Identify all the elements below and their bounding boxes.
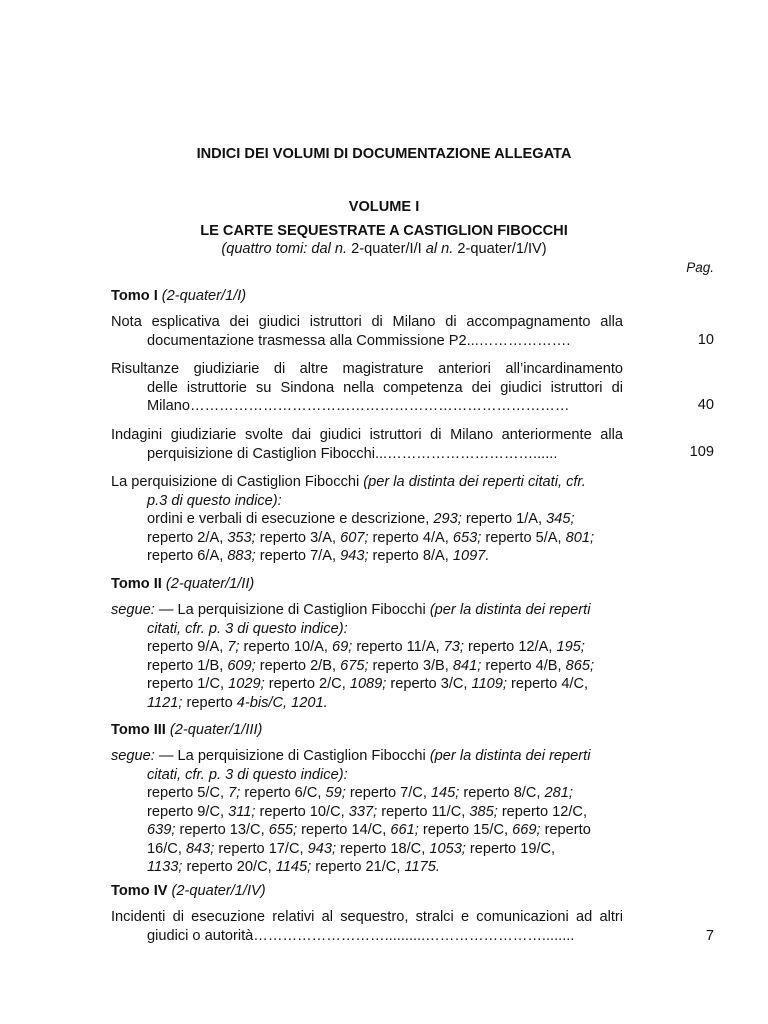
page-ref: 1029;	[228, 676, 265, 692]
tomo-label: Tomo IV	[111, 883, 168, 899]
page-ref: 145;	[430, 785, 460, 801]
text-run: reperto 10/A,	[239, 639, 332, 655]
volume-subtitle	[0, 240, 768, 259]
tomo-heading	[111, 721, 262, 740]
page-ref: 1089;	[349, 676, 387, 692]
perq-title-line	[111, 748, 590, 764]
text-run: reperto 12/C,	[497, 803, 587, 820]
text-run: reperto 12/A,	[463, 639, 557, 655]
page-ref: 609;	[227, 657, 256, 674]
page-ref: 1133;	[147, 859, 183, 875]
text-run: reperto 20/C,	[182, 859, 276, 875]
page-ref: 1053;	[429, 840, 466, 857]
text-run: reperto 1/A,	[461, 511, 547, 527]
perq-note: (per la distinta dei reperti	[425, 748, 591, 764]
text-run: reperto 4/B,	[481, 657, 566, 674]
page-ref: 1175.	[404, 859, 440, 875]
entry-line: Nota esplicativa dei giudici istruttori di Milano di accompagnamento alla	[111, 314, 623, 330]
text-run: reperto 15/C,	[418, 822, 513, 838]
index-entry	[111, 426, 623, 463]
text-run: reperto 7/C,	[345, 785, 431, 801]
reperti-line	[111, 675, 627, 694]
tomo-code: (2-quater/1/IV)	[167, 883, 266, 899]
perquisizione-block	[111, 601, 627, 712]
index-entry	[111, 313, 623, 350]
text-run: reperto 21/C,	[311, 859, 405, 875]
volume-sub-part: al n.	[421, 241, 454, 257]
page-ref: 943;	[340, 548, 369, 564]
page-ref: 337;	[348, 803, 378, 820]
page-ref: 69;	[331, 639, 353, 655]
page-ref: 195;	[556, 639, 585, 655]
entry-line: Incidenti di esecuzione relativi al sequestro, stralci e comunicazioni ad altri	[111, 909, 623, 925]
reperti-line	[111, 510, 627, 529]
tomo-label: Tomo III	[111, 722, 166, 738]
text-run: reperto	[540, 822, 591, 838]
text-run: reperto 4/A,	[368, 529, 453, 546]
entry-line: Milano……………………………………………………………………	[147, 398, 570, 414]
text-run: reperto	[182, 694, 237, 711]
perq-title: — La perquisizione di Castiglion Fibocchi	[154, 748, 426, 764]
page-ref: 1145;	[275, 859, 312, 875]
text-run: reperto 3/A,	[255, 529, 341, 546]
entry-line: delle istruttorie su Sindona nella competenza dei giudici istruttori di	[147, 379, 623, 396]
tomo-heading	[111, 882, 266, 901]
page-column-label: Pag.	[686, 260, 714, 275]
page-ref: 943;	[307, 840, 337, 857]
page-ref: 1121;	[147, 694, 183, 711]
volume-sub-part: (quattro tomi: dal n.	[221, 241, 348, 257]
page-ref: 843;	[185, 840, 215, 857]
tomo-code: (2-quater/1/I)	[157, 288, 247, 304]
perq-note: (per la distinta dei reperti citati, cfr.	[359, 474, 586, 490]
entry-line: Indagini giudiziarie svolte dai giudici istruttori di Milano anteriormente alla	[111, 427, 623, 443]
tomo-heading	[111, 287, 246, 306]
page-ref: 1109;	[471, 676, 507, 692]
page-ref: 655;	[268, 822, 298, 838]
entry-page-number: 40	[697, 397, 714, 413]
entry-page-number: 7	[705, 928, 714, 944]
perq-title: — La perquisizione di Castiglion Fibocchi	[154, 602, 426, 618]
entry-page-number: 10	[697, 332, 714, 348]
text-run: reperto 2/B,	[255, 657, 341, 674]
text-run: ordini e verbali di esecuzione e descrizione,	[147, 511, 434, 527]
index-entry	[111, 360, 623, 416]
page-ref: 1097.	[452, 548, 490, 564]
entry-line: Risultanze giudiziarie di altre magistrature anteriori all’incardinamento	[111, 361, 623, 377]
page-ref: 59;	[325, 785, 346, 801]
page-ref: 883;	[227, 548, 256, 564]
page-ref: 385;	[469, 803, 498, 820]
perq-note-line: citati, cfr. p. 3 di questo indice):	[147, 766, 348, 783]
page-ref: 639;	[147, 822, 176, 838]
page-ref: 4-bis/C, 1201.	[236, 694, 328, 711]
page-ref: 345;	[546, 511, 575, 527]
page-ref: 73;	[443, 639, 464, 655]
text-run: reperto 9/A,	[147, 639, 228, 655]
page-ref: 353;	[227, 529, 256, 546]
text-run: reperto 7/A,	[255, 548, 341, 564]
reperti-line	[111, 803, 627, 822]
text-run: reperto 18/C,	[336, 840, 430, 857]
perq-note-line: citati, cfr. p. 3 di questo indice):	[147, 620, 348, 637]
text-run: reperto 6/C,	[240, 785, 326, 801]
segue-label: segue:	[111, 602, 155, 618]
text-run: reperto 1/B,	[147, 657, 228, 674]
text-run: reperto 11/A,	[352, 639, 444, 655]
page-ref: 7;	[227, 639, 240, 655]
page-ref: 675;	[340, 657, 369, 674]
text-run: reperto 1/C,	[147, 676, 229, 692]
text-run: reperto 8/A,	[368, 548, 453, 564]
reperti-line	[111, 821, 627, 840]
page-ref: 7;	[228, 785, 241, 801]
text-run: reperto 14/C,	[297, 822, 391, 838]
page-ref: 281;	[544, 785, 573, 801]
entry-line: giudici o autorità………………………..........……………………........	[147, 927, 575, 944]
segue-label: segue:	[111, 748, 155, 764]
perquisizione-block	[111, 747, 627, 877]
reperti-line	[111, 638, 627, 657]
text-run: reperto 10/C,	[255, 803, 349, 820]
text-run: 16/C,	[147, 840, 186, 857]
text-run: reperto 2/C,	[264, 676, 350, 692]
text-run: reperto 11/C,	[377, 803, 470, 820]
tomo-label: Tomo I	[111, 288, 158, 304]
page-ref: 841;	[452, 657, 482, 674]
tomo-code: (2-quater/1/II)	[161, 576, 255, 592]
reperti-line	[111, 840, 627, 859]
page-ref: 669;	[512, 822, 541, 838]
tomo-code: (2-quater/1/III)	[165, 722, 263, 738]
page-ref: 311;	[228, 803, 256, 820]
perq-title-line	[111, 474, 586, 490]
text-run: reperto 13/C,	[175, 822, 269, 838]
text-run: reperto 6/A,	[147, 548, 228, 564]
reperti-line	[111, 784, 627, 803]
page-ref: 607;	[340, 529, 369, 546]
text-run: reperto 5/C,	[147, 785, 229, 801]
text-run: reperto 3/B,	[368, 657, 453, 674]
reperti-line	[111, 694, 627, 713]
entry-page-number: 109	[689, 444, 714, 460]
perq-note-line: p.3 di questo indice):	[147, 492, 282, 509]
index-entry	[111, 908, 623, 945]
text-run: reperto 2/A,	[147, 529, 228, 546]
text-run: reperto 17/C,	[214, 840, 308, 857]
text-run: reperto 5/A,	[481, 529, 566, 546]
tomo-heading	[111, 575, 254, 594]
entry-line: perquisizione di Castiglion Fibocchi...…………………………......	[147, 445, 558, 462]
entry-line: documentazione trasmessa alla Commissione P2...……………….	[147, 332, 571, 349]
volume-heading: VOLUME I	[348, 199, 420, 215]
reperti-line	[111, 529, 627, 548]
volume-title: LE CARTE SEQUESTRATE A CASTIGLION FIBOCCHI	[200, 223, 568, 239]
text-run: reperto 9/C,	[147, 803, 229, 820]
volume-sub-part: 2-quater/I/I	[347, 241, 422, 257]
page-ref: 865;	[565, 657, 595, 674]
text-run: reperto 19/C,	[465, 840, 556, 857]
volume-sub-part: 2-quater/1/IV)	[453, 241, 547, 257]
reperti-line	[111, 547, 627, 566]
text-run: reperto 3/C,	[386, 676, 472, 692]
perq-title: La perquisizione di Castiglion Fibocchi	[111, 474, 360, 490]
page-ref: 801;	[565, 529, 595, 546]
reperti-line	[111, 657, 627, 676]
page-ref: 653;	[452, 529, 482, 546]
tomo-label: Tomo II	[111, 576, 162, 592]
page-ref: 293;	[433, 511, 462, 527]
perq-note: (per la distinta dei reperti	[425, 602, 591, 618]
document-title: INDICI DEI VOLUMI DI DOCUMENTAZIONE ALLEGATA	[196, 146, 572, 162]
perquisizione-block	[111, 473, 627, 566]
text-run: reperto 4/C,	[506, 676, 589, 692]
perq-title-line	[111, 602, 590, 618]
reperti-line	[111, 858, 627, 877]
text-run: reperto 8/C,	[459, 785, 545, 801]
page-ref: 661;	[390, 822, 419, 838]
